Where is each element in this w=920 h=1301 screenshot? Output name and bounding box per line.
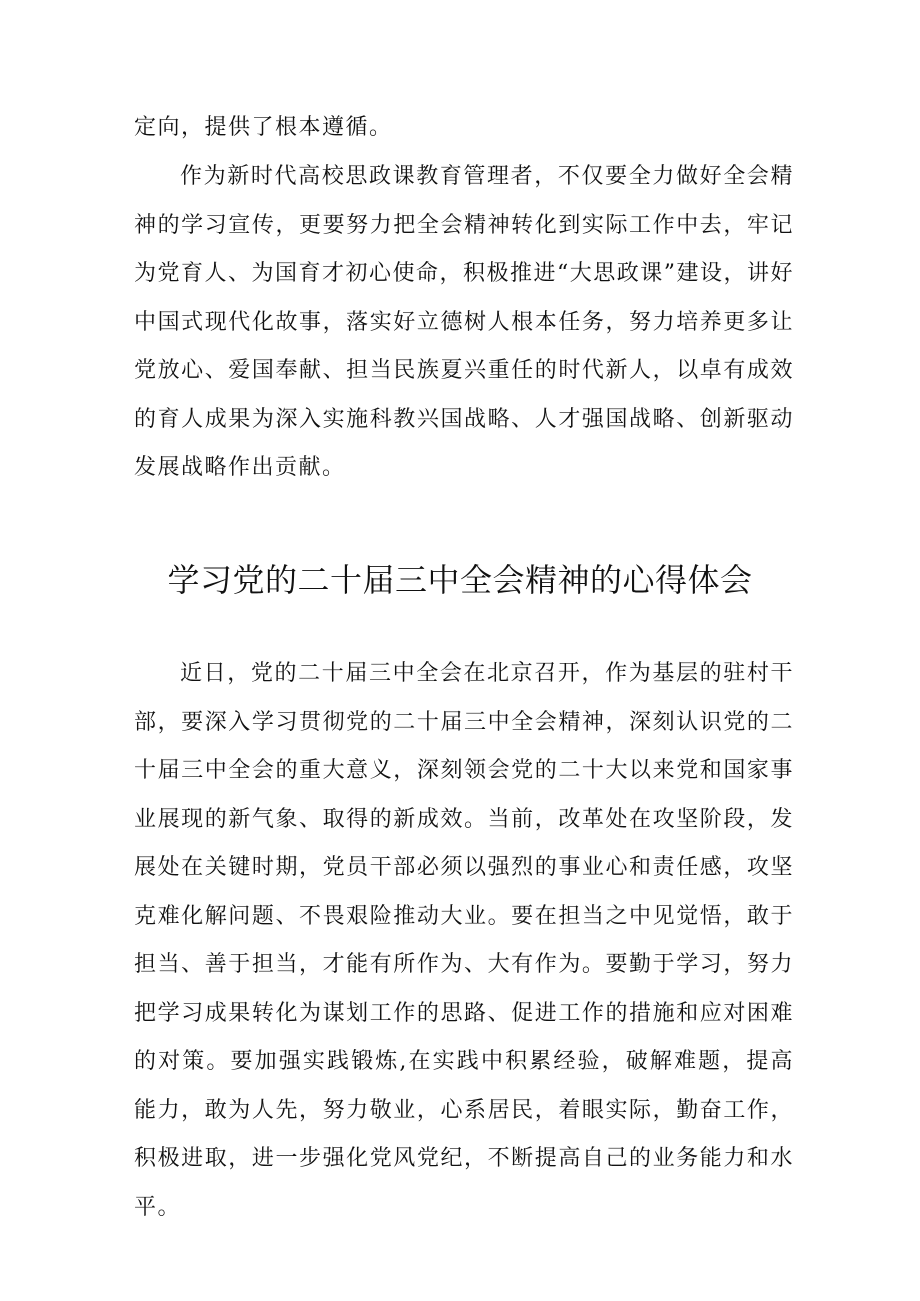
continuation-paragraph: 定向，提供了根本遵循。	[134, 115, 393, 140]
article-title: 学习党的二十届三中全会精神的心得体会	[167, 561, 753, 599]
first-body-paragraph: 作为新时代高校思政课教育管理者，不仅要全力做好全会精神的学习宣传，更要努力把全会精神转化到实际工作中去，牢记为党育人、为国育才初心使命，积极推进“大思政课”建设，讲好中国式现代化故事，落实好立德树人根本任务，努力培养更多让党放心、爱国奉献、担当民族夏兴重任的时代新人，以卓有成效的育人成果为深入实施科教兴国战略、人才强国战略、创新驱动发展战略作出贡献。	[134, 164, 794, 480]
second-body-paragraph: 近日，党的二十届三中全会在北京召开，作为基层的驻村干部，要深入学习贯彻党的二十届三中全会精神，深刻认识党的二十届三中全会的重大意义，深刻领会党的二十大以来党和国家事业展现的新气象、取得的新成效。当前，改革处在攻坚阶段，发展处在关键时期，党员干部必须以强烈的事业心和责任感，攻坚克难化解问题、不畏艰险推动大业。要在担当之中见觉悟，敢于担当、善于担当，才能有所作为、大有作为。要勤于学习，努力把学习成果转化为谋划工作的思路、促进工作的措施和应对困难的对策。要加强实践锻炼,在实践中积累经验，破解难题，提高能力，敢为人先，努力敬业，心系居民，着眼实际，勤奋工作，积极进取，进一步强化党风党纪，不断提高自己的业务能力和水平。	[134, 661, 794, 1220]
